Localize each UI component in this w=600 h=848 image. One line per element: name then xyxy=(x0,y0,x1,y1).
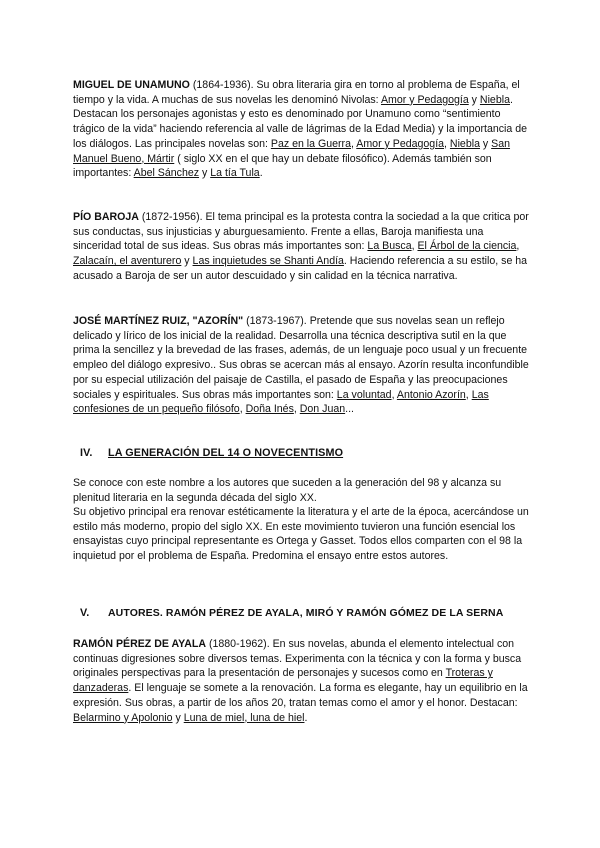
section-heading xyxy=(80,607,530,623)
paragraph-text: ... xyxy=(345,403,354,416)
work-title: Las confesiones de un pequeño filósofo xyxy=(73,388,489,416)
paragraph-text: (1873-1967). Pretende que sus novelas sean un reflejo delicado y lírico de los inicial de la realidad. Desarrolla una técnica descriptiva sutil en la que prima la sencillez y la brevedad de las frases, además, de un lenguaje poco usual y un frecuente empleo del diálogo expresivo.. Sus obras se acercan más al ensayo. Azorín resulta inconfundible por su especial utilización del paisaje de Castilla, el pasado de España y las preocupaciones sociales y espirituales. Sus obras más importantes son: xyxy=(73,315,529,401)
work-title: El Árbol de la ciencia xyxy=(417,240,517,253)
work-title: Belarmino y Apolonio xyxy=(73,711,173,724)
work-title: La tía Tula xyxy=(210,167,260,180)
author-name: PÍO BAROJA xyxy=(73,211,139,223)
work-title: Antonio Azorín xyxy=(396,388,466,401)
work-title: Zalacaín, el aventurero xyxy=(73,255,182,268)
work-title: Doña Inés xyxy=(245,403,294,416)
paragraph-text: . xyxy=(304,711,308,724)
paragraph-text: , xyxy=(411,240,418,253)
work-title: Amor y Pedagogía xyxy=(380,93,469,106)
work-title: Niebla xyxy=(479,93,510,106)
paragraph-text: Se conoce con este nombre a los autores que suceden a la generación del 98 y alcanza su plenitud literaria en la segunda década del siglo XX. xyxy=(73,477,502,504)
azorin-paragraph xyxy=(73,314,530,417)
section-number: IV. xyxy=(80,447,93,459)
work-title: Luna de miel, luna de hiel xyxy=(183,711,305,724)
paragraph-text: . Haciendo referencia a su estilo, se ha acusado a Baroja de ser un autor descuidado y sin calidad en la técnica narrativa. xyxy=(73,255,528,282)
work-title: La Busca xyxy=(367,240,412,253)
paragraph-text: ( siglo XX en el que hay un debate filosófico). Además también son importantes: xyxy=(73,152,492,180)
paragraph-text: (1872-1956). El tema principal es la protesta contra la sociedad a la que critica por sus conductas, sus injusticias y aburguesamiento. Frente a ellas, Baroja manifiesta una sinceridad total de sus ideas. Sus obras más importantes son: xyxy=(73,211,529,253)
paragraph-text: (1864-1936). Su obra literaria gira en torno al problema de España, el tiempo y la vida. A muchas de sus novelas les denominó Nivolas: xyxy=(73,79,520,106)
section-title: AUTORES. RAMÓN PÉREZ DE AYALA, MIRÓ Y RAMÓN GÓMEZ DE LA SERNA xyxy=(108,607,504,619)
paragraph-text: , xyxy=(516,240,520,253)
baroja-paragraph xyxy=(73,210,530,284)
paragraph-text: y xyxy=(479,137,492,150)
gen14-paragraph-1 xyxy=(73,476,530,505)
paragraph-text: , xyxy=(239,403,246,416)
author-name: RAMÓN PÉREZ DE AYALA xyxy=(73,638,207,650)
paragraph-text: y xyxy=(172,711,184,724)
paragraph-text: , xyxy=(465,388,472,401)
paragraph-text: (1880-1962). En sus novelas, abunda el elemento intelectual con continuas digresiones sobre diversos temas. Experimenta con la técnica y con la forma y busca originales perspectivas para la presentación de personajes y sucesos como en xyxy=(73,638,522,680)
work-title: Amor y Pedagogía xyxy=(356,137,445,150)
paragraph-text: y xyxy=(468,93,480,106)
paragraph-text: y xyxy=(181,255,193,268)
paragraph-text: y xyxy=(199,167,211,180)
paragraph-text: , xyxy=(350,137,357,150)
section-number: V. xyxy=(80,607,90,619)
work-title: San Manuel Bueno, Mártir xyxy=(73,137,511,165)
unamuno-paragraph xyxy=(73,78,530,181)
author-name: MIGUEL DE UNAMUNO xyxy=(73,79,190,91)
paragraph-text: , xyxy=(444,137,450,150)
work-title: Abel Sánchez xyxy=(133,167,200,180)
paragraph-text: Su objetivo principal era renovar estéticamente la literatura y el arte de la época, acercándose un estilo más moderno, propio del siglo XX. En este movimiento tuvieron una función esencial los ensayistas cuyo principal representante es Ortega y Gasset. Todos ellos comparten con el 98 la inquietud por el problema de España. Predomina el ensayo entre estos autores. xyxy=(73,506,529,563)
ayala-paragraph xyxy=(73,637,530,725)
work-title: La voluntad xyxy=(336,388,392,401)
gen14-paragraph-2 xyxy=(73,505,530,564)
work-title: Troteras y danzaderas xyxy=(73,667,493,695)
section-heading xyxy=(80,447,530,463)
paragraph-text: . Destacan los personajes agonistas y esto es denominado por Unamuno como “sentimiento trágico de la vida” haciendo referencia al valle de lágrimas de la Edad Media) y la importancia de los diálogos. Las principales novelas son: xyxy=(73,93,528,150)
paragraph-text: , xyxy=(391,388,397,401)
work-title: Don Juan xyxy=(299,403,346,416)
paragraph-text: , xyxy=(293,403,300,416)
paragraph-text: . xyxy=(259,167,263,180)
work-title: Niebla xyxy=(449,137,480,150)
section-title: LA GENERACIÓN DEL 14 O NOVECENTISMO xyxy=(108,447,344,459)
work-title: Las inquietudes se Shanti Andía xyxy=(192,255,344,268)
author-name: JOSÉ MARTÍNEZ RUIZ, "AZORÍN" xyxy=(73,315,244,327)
work-title: Paz en la Guerra xyxy=(270,137,351,150)
paragraph-text: . El lenguaje se somete a la renovación. La forma es elegante, hay un equilibrio en la expresión. Sus obras, a partir de los años 20, tratan temas como el amor y el honor. Destacan: xyxy=(73,682,528,709)
